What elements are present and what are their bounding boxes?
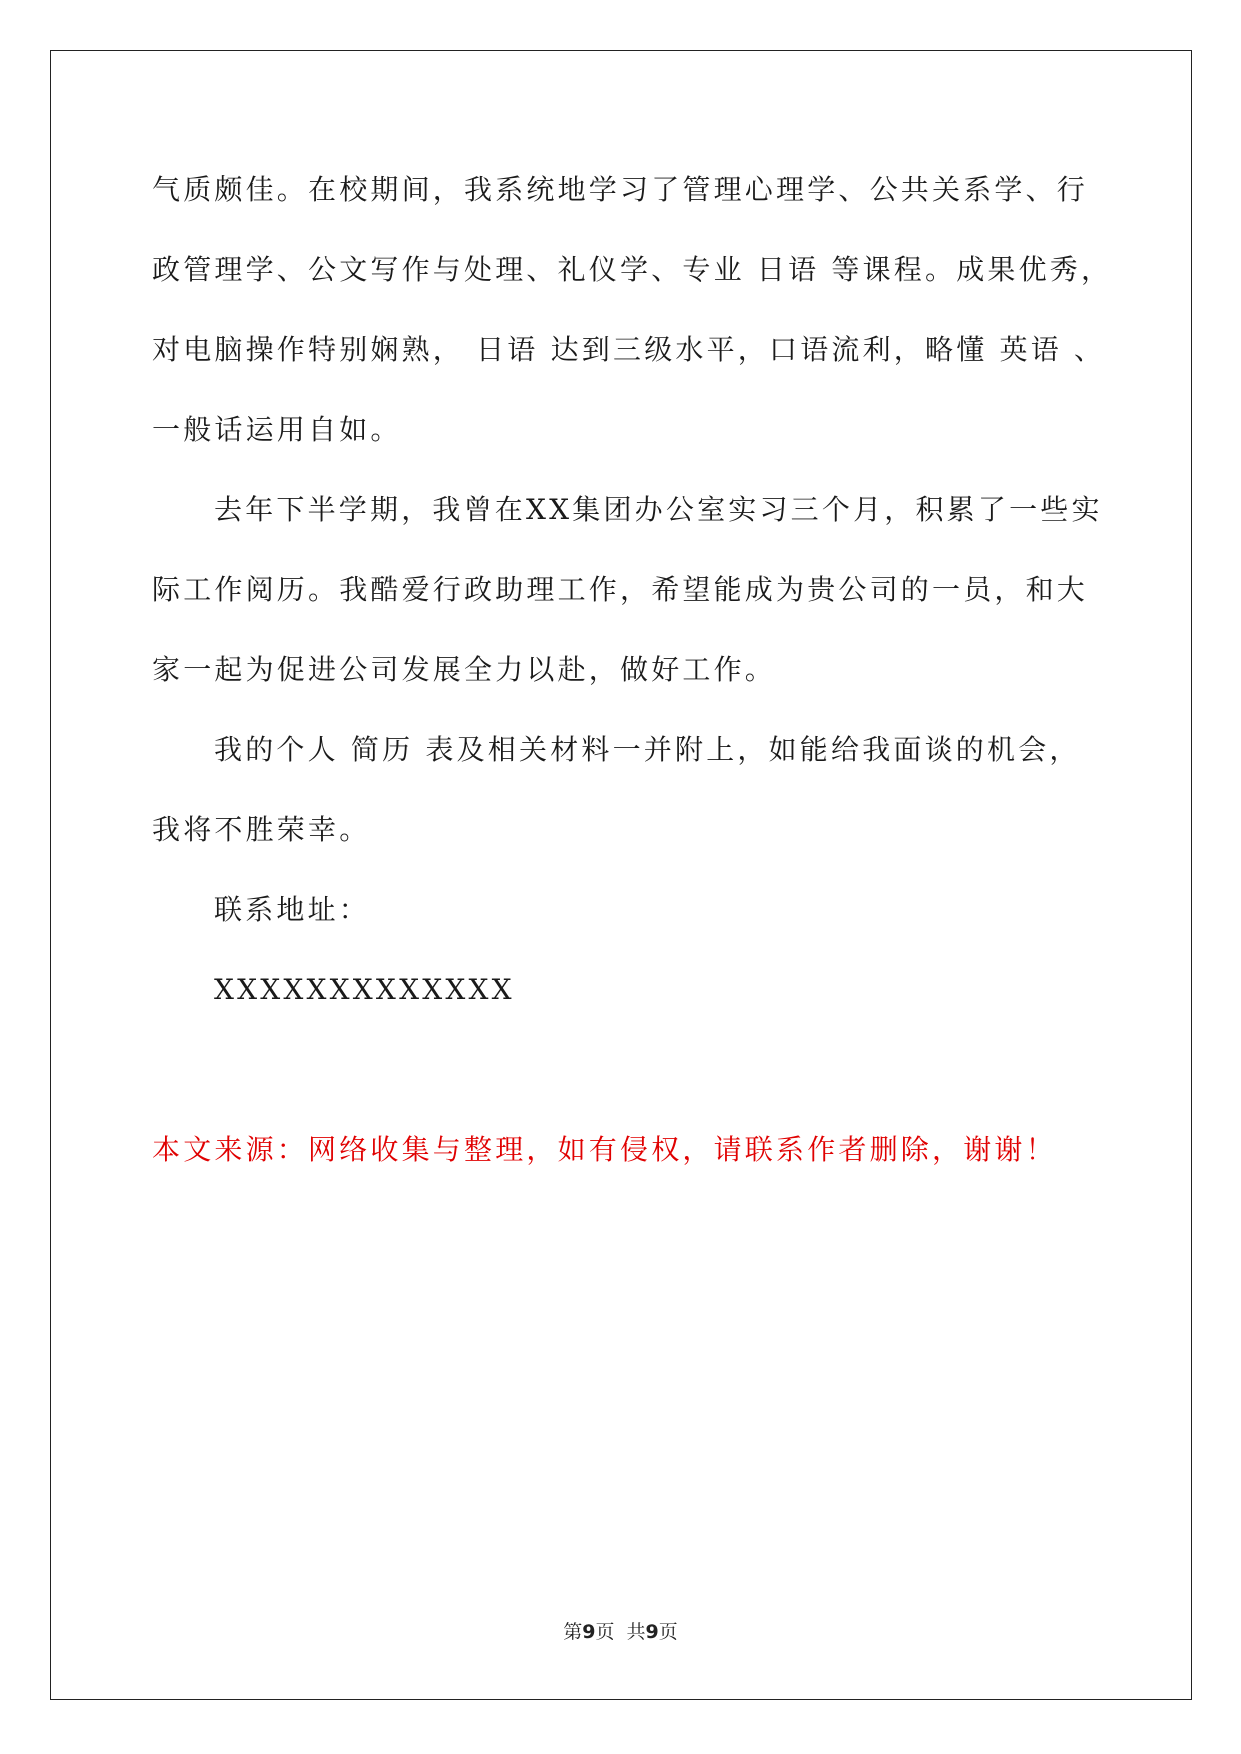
paragraph-line: 气质颇佳。在校期间，我系统地学习了管理心理学、公共关系学、行	[152, 173, 1089, 206]
paragraph-line: 对电脑操作特别娴熟， 日语 达到三级水平，口语流利，略懂 英语 、	[152, 333, 1106, 366]
page-current: 9	[582, 1621, 596, 1643]
address-value: XXXXXXXXXXXXX	[214, 973, 515, 1006]
page-footer	[0, 1620, 1241, 1644]
page-border	[50, 50, 1192, 1700]
paragraph-line: 政管理学、公文写作与处理、礼仪学、专业 日语 等课程。成果优秀，	[152, 253, 1113, 286]
address-label: 联系地址：	[214, 893, 371, 926]
paragraph-line: 我将不胜荣幸。	[152, 813, 371, 846]
paragraph-line: 际工作阅历。我酷爱行政助理工作，希望能成为贵公司的一员，和大	[152, 573, 1089, 606]
source-note: 本文来源：网络收集与整理，如有侵权，请联系作者删除，谢谢！	[152, 1133, 1057, 1166]
paragraph-line: 家一起为促进公司发展全力以赴，做好工作。	[152, 653, 777, 686]
page-prefix: 第	[563, 1621, 583, 1643]
page-mid: 页 共	[595, 1621, 646, 1643]
paragraph-line: 去年下半学期，我曾在XX集团办公室实习三个月，积累了一些实	[214, 493, 1103, 526]
paragraph-line: 我的个人 简历 表及相关材料一并附上，如能给我面谈的机会，	[214, 733, 1081, 766]
page-suffix: 页	[658, 1621, 678, 1643]
page-total: 9	[645, 1621, 659, 1643]
paragraph-line: 一般话运用自如。	[152, 413, 402, 446]
